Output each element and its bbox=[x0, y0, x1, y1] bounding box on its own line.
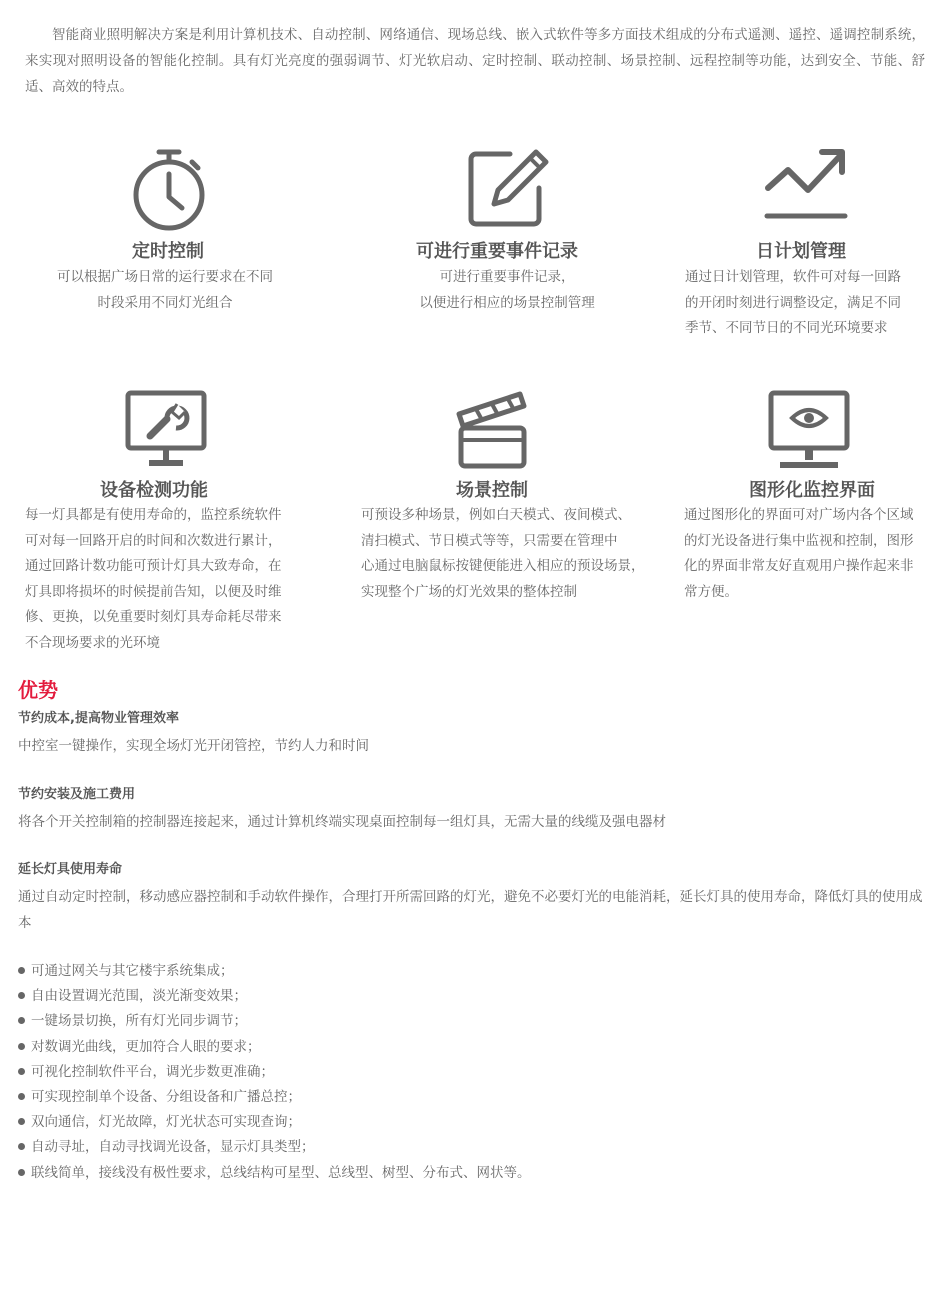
feature-title: 设备检测功能 bbox=[100, 480, 208, 501]
list-item: 一键场景切换，所有灯光同步调节； bbox=[18, 1009, 531, 1034]
list-item: 可视化控制软件平台，调光步数更准确； bbox=[18, 1060, 531, 1085]
stopwatch-icon bbox=[130, 148, 208, 238]
list-item: 双向通信，灯光故障，灯光状态可实现查询； bbox=[18, 1110, 531, 1135]
bullet-icon bbox=[18, 1118, 25, 1125]
advantage-text: 通过自动定时控制，移动感应器控制和手动软件操作，合理打开所需回路的灯光，避免不必要灯光的电能消耗，延长灯具的使用寿命，降低灯具的使用成本 bbox=[18, 889, 923, 931]
feature-bullet-list bbox=[18, 959, 531, 1186]
trend-chart-icon bbox=[764, 146, 848, 226]
list-item: 联线简单，接线没有极性要求，总线结构可星型、总线型、树型、分布式、网状等。 bbox=[18, 1161, 531, 1186]
bullet-icon bbox=[18, 967, 25, 974]
feature-description: 可以根据广场日常的运行要求在不同 时段采用不同灯光组合 bbox=[57, 269, 273, 311]
advantage-item bbox=[18, 784, 923, 835]
list-item: 可实现控制单个设备、分组设备和广播总控； bbox=[18, 1085, 531, 1110]
feature-title: 场景控制 bbox=[456, 480, 528, 501]
bullet-icon bbox=[18, 1169, 25, 1176]
bullet-icon bbox=[18, 1093, 25, 1100]
advantage-text: 将各个开关控制箱的控制器连接起来，通过计算机终端实现桌面控制每一组灯具，无需大量的线缆及强电器材 bbox=[18, 814, 666, 830]
feature-title: 日计划管理 bbox=[756, 241, 846, 262]
advantage-text: 中控室一键操作，实现全场灯光开闭管控，节约人力和时间 bbox=[18, 738, 369, 754]
bullet-icon bbox=[18, 1143, 25, 1150]
bullet-icon bbox=[18, 1017, 25, 1024]
edit-icon bbox=[466, 148, 552, 234]
list-item: 可通过网关与其它楼宇系统集成； bbox=[18, 959, 531, 984]
advantage-title: 节约安装及施工费用 bbox=[18, 787, 136, 802]
clapperboard-icon bbox=[456, 390, 528, 474]
feature-description: 每一灯具都是有使用寿命的，监控系统软件 可对每一回路开启的时间和次数进行累计， 通过回路计数功能可预计灯具大致寿命，在 灯具即将损坏的时候提前告知，以便及时维 修、更换，以免重要时刻灯具寿命耗尽带来 不合现场要求的光环境 bbox=[25, 507, 282, 651]
monitor-eye-icon bbox=[768, 390, 850, 474]
advantage-item bbox=[18, 859, 923, 936]
bullet-icon bbox=[18, 1068, 25, 1075]
bullet-icon bbox=[18, 992, 25, 999]
list-item: 自由设置调光范围，淡光渐变效果； bbox=[18, 984, 531, 1009]
advantage-item bbox=[18, 708, 923, 759]
feature-title: 图形化监控界面 bbox=[749, 480, 875, 501]
feature-title: 定时控制 bbox=[132, 241, 204, 262]
feature-description: 可进行重要事件记录， 以便进行相应的场景控制管理 bbox=[419, 269, 595, 311]
monitor-wrench-icon bbox=[125, 390, 207, 472]
advantage-title: 节约成本,提高物业管理效率 bbox=[18, 711, 179, 726]
feature-title: 可进行重要事件记录 bbox=[416, 241, 578, 262]
feature-description: 可预设多种场景，例如白天模式、夜间模式、 清扫模式、节日模式等等，只需要在管理中 心通过电脑鼠标按键便能进入相应的预设场景， 实现整个广场的灯光效果的整体控制 bbox=[361, 507, 645, 600]
feature-description: 通过日计划管理，软件可对每一回路 的开闭时刻进行调整设定，满足不同 季节、不同节日的不同光环境要求 bbox=[685, 269, 901, 336]
bullet-icon bbox=[18, 1043, 25, 1050]
advantage-title: 延长灯具使用寿命 bbox=[18, 862, 123, 877]
list-item: 对数调光曲线，更加符合人眼的要求； bbox=[18, 1035, 531, 1060]
intro-paragraph: 智能商业照明解决方案是利用计算机技术、自动控制、网络通信、现场总线、嵌入式软件等多方面技术组成的分布式遥测、遥控、遥调控制系统，来实现对照明设备的智能化控制。具有灯光亮度的强弱调节、灯光软启动、定时控制、联动控制、场景控制、远程控制等功能，达到安全、节能、舒适、高效的特点。 bbox=[25, 27, 925, 95]
feature-description: 通过图形化的界面可对广场内各个区域 的灯光设备进行集中监视和控制，图形 化的界面非常友好直观用户操作起来非 常方便。 bbox=[684, 507, 914, 600]
list-item: 自动寻址，自动寻找调光设备，显示灯具类型； bbox=[18, 1135, 531, 1160]
advantages-heading: 优势 bbox=[18, 678, 58, 702]
